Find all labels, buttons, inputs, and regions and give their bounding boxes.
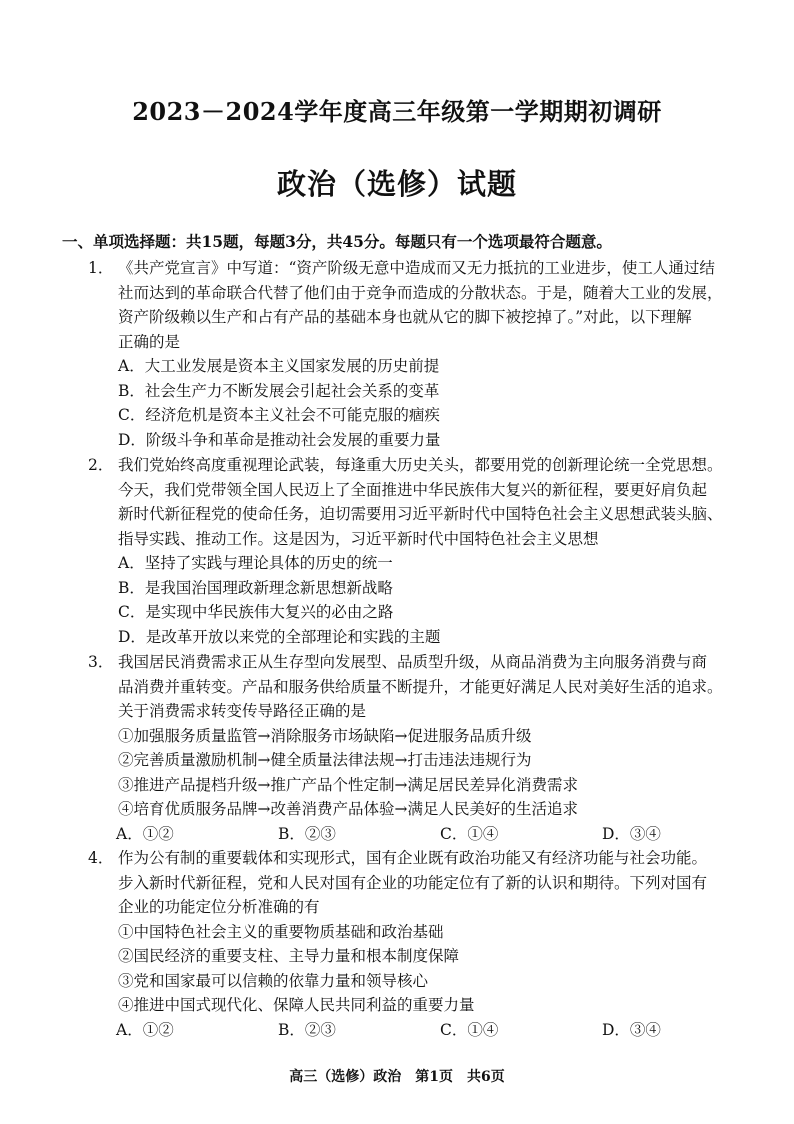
statement-4: ④培育优质服务品牌→改善消费产品体验→满足人民美好的生活追求 xyxy=(118,800,578,818)
page-footer: 高三（选修）政治 第1页 共6页 xyxy=(289,1069,505,1085)
stem-line: 关于消费需求转变传导路径正确的是 xyxy=(118,702,367,720)
exam-title: 2023－2024学年度高三年级第一学期期初调研 xyxy=(132,97,662,126)
section-heading: 一、单项选择题：共15题，每题3分，共45分。每题只有一个选项最符合题意。 xyxy=(62,232,612,251)
statement-4: ④推进中国式现代化、保障人民共同利益的重要力量 xyxy=(118,996,475,1014)
option-d: D．③④ xyxy=(602,824,661,843)
stem-line: 品消费并重转变。产品和服务供给质量不断提升，才能更好满足人民对美好生活的追求。 xyxy=(118,677,723,696)
option-a: A．坚持了实践与理论具体的历史的统一 xyxy=(118,554,393,572)
question-stem xyxy=(88,256,748,354)
question-stem xyxy=(88,650,748,822)
statement-3: ③党和国家最可以信赖的依靠力量和领导核心 xyxy=(118,971,429,990)
question-number: 1． xyxy=(88,259,114,277)
answer-options xyxy=(116,1018,748,1043)
stem-line: 资产阶级赖以生产和占有产品的基础本身也就从它的脚下被挖掉了。”对此，以下理解 xyxy=(118,308,692,326)
option-d: D．③④ xyxy=(602,1020,661,1039)
option-b: B．②③ xyxy=(278,824,336,843)
question-1 xyxy=(88,256,748,452)
stem-line: 新时代新征程党的使命任务，迫切需要用习近平新时代中国特色社会主义思想武装头脑、 xyxy=(118,505,723,523)
stem-line: 《共产党宣言》中写道：“资产阶级无意中造成而又无力抵抗的工业进步，使工人通过结 xyxy=(118,259,715,277)
option-b: B．②③ xyxy=(278,1020,336,1039)
statement-3: ③推进产品提档升级→推广产品个性定制→满足居民差异化消费需求 xyxy=(118,775,578,794)
subject-title: 政治（选修）试题 xyxy=(276,167,517,201)
statement-1: ①中国特色社会主义的重要物质基础和政治基础 xyxy=(118,922,444,941)
question-number: 4． xyxy=(88,849,114,867)
question-number: 3． xyxy=(88,653,114,671)
option-d: D．阶级斗争和革命是推动社会发展的重要力量 xyxy=(118,430,441,449)
question-stem xyxy=(88,453,748,551)
option-a: A．①② xyxy=(116,824,174,843)
option-c: C．是实现中华民族伟大复兴的必由之路 xyxy=(118,603,394,621)
answer-options xyxy=(116,822,748,847)
statement-2: ②完善质量激励机制→健全质量法律法规→打击违法违规行为 xyxy=(118,751,532,769)
option-a: A．①② xyxy=(116,1020,174,1039)
option-d: D．是改革开放以来党的全部理论和实践的主题 xyxy=(118,627,441,646)
option-c: C．①④ xyxy=(440,1020,499,1039)
stem-line: 指导实践、推动工作。这是因为，习近平新时代中国特色社会主义思想 xyxy=(118,529,599,548)
question-stem xyxy=(88,846,748,1018)
option-c: C．①④ xyxy=(440,824,499,843)
option-a: A．大工业发展是资本主义国家发展的历史前提 xyxy=(118,357,440,375)
question-number: 2． xyxy=(88,456,114,474)
stem-line: 步入新时代新征程，党和人民对国有企业的功能定位有了新的认识和期待。下列对国有 xyxy=(118,873,708,892)
question-3 xyxy=(88,650,748,846)
stem-line: 作为公有制的重要载体和实现形式，国有企业既有政治功能又有经济功能与社会功能。 xyxy=(118,849,708,867)
stem-line: 企业的功能定位分析准确的有 xyxy=(118,898,320,916)
question-2 xyxy=(88,453,748,649)
stem-line: 社而达到的革命联合代替了他们由于竞争而造成的分散状态。于是，随着大工业的发展， xyxy=(118,283,723,302)
option-b: B．是我国治国理政新理念新思想新战略 xyxy=(118,578,393,597)
statement-2: ②国民经济的重要支柱、主导力量和根本制度保障 xyxy=(118,947,460,965)
option-c: C．经济危机是资本主义社会不可能克服的痼疾 xyxy=(118,406,440,424)
question-4 xyxy=(88,846,748,1042)
option-b: B．社会生产力不断发展会引起社会关系的变革 xyxy=(118,381,440,400)
stem-line: 今天，我们党带领全国人民迈上了全面推进中华民族伟大复兴的新征程，要更好肩负起 xyxy=(118,480,708,499)
stem-line: 我国居民消费需求正从生存型向发展型、品质型升级，从商品消费为主向服务消费与商 xyxy=(118,653,708,671)
statement-1: ①加强服务质量监管→消除服务市场缺陷→促进服务品质升级 xyxy=(118,726,532,745)
stem-line: 正确的是 xyxy=(118,332,181,351)
stem-line: 我们党始终高度重视理论武装，每逢重大历史关头，都要用党的创新理论统一全党思想。 xyxy=(118,456,723,474)
